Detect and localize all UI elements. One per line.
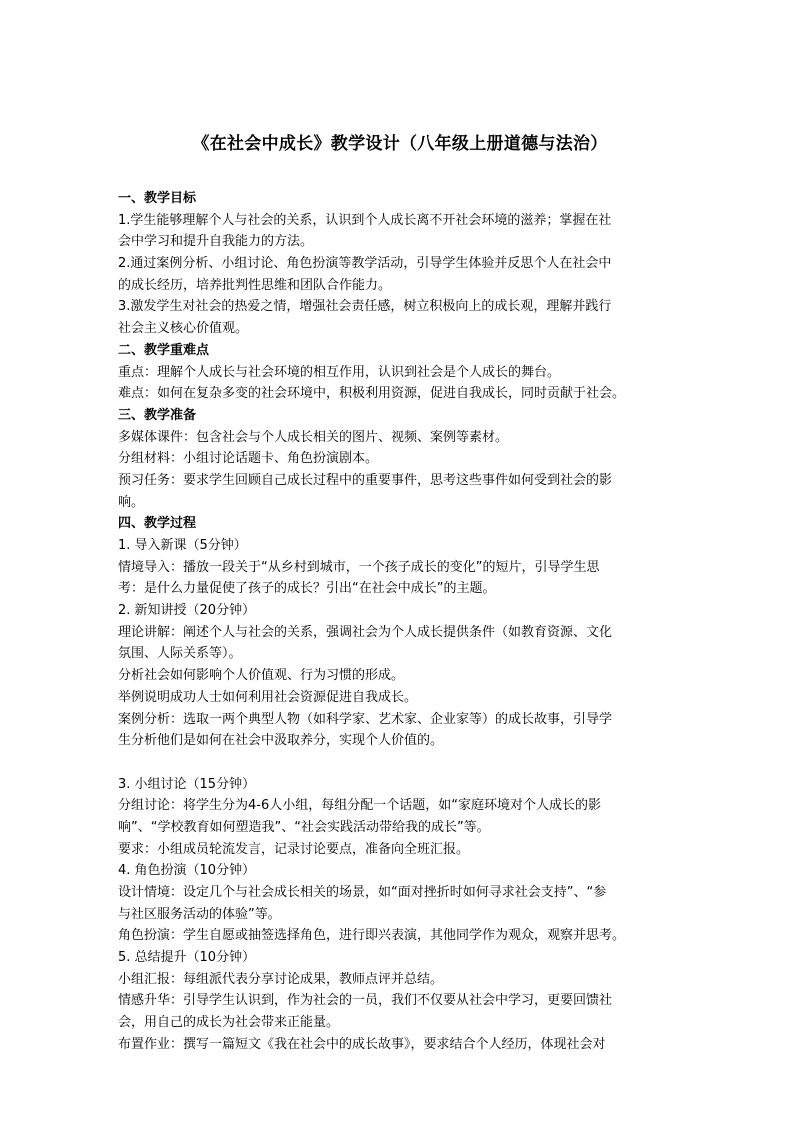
section-heading: 一、教学目标 (118, 191, 197, 206)
body-line: 1. 导入新课（5分钟） (118, 538, 247, 553)
body-line: 响”、“学校教育如何塑造我”、“社会实践活动带给我的成长”等。 (118, 819, 490, 835)
section-heading: 三、教学准备 (118, 407, 197, 423)
body-line: 案例分析：选取一两个典型人物（如科学家、艺术家、企业家等）的成长故事，引导学 (118, 711, 613, 727)
body-line: 理论讲解：阐述个人与社会的关系，强调社会为个人成长提供条件（如教育资源、文化 (118, 624, 613, 640)
body-line: 与社区服务活动的体验”等。 (118, 906, 281, 922)
body-line: 多媒体课件：包含社会与个人成长相关的图片、视频、案例等素材。 (118, 429, 509, 445)
document-body (118, 188, 683, 1056)
body-line: 会中学习和提升自我能力的方法。 (118, 234, 314, 250)
body-line: 情感升华：引导学生认识到，作为社会的一员，我们不仅要从社会中学习，更要回馈社 (118, 993, 613, 1009)
body-line: 角色扮演：学生自愿或抽签选择角色，进行即兴表演，其他同学作为观众，观察并思考。 (118, 928, 626, 944)
section-heading: 四、教学过程 (118, 516, 197, 532)
body-line: 分析社会如何影响个人价值观、行为习惯的形成。 (118, 668, 405, 684)
body-line: 分组材料：小组讨论话题卡、角色扮演剧本。 (118, 451, 379, 467)
body-line: 考：是什么力量促使了孩子的成长？引出“在社会中成长”的主题。 (118, 581, 496, 597)
body-line: 3. 小组讨论（15分钟） (118, 776, 256, 792)
body-line: 5. 总结提升（10分钟） (118, 950, 256, 966)
body-line: 会，用自己的成长为社会带来正能量。 (118, 1015, 340, 1031)
body-line: 要求：小组成员轮流发言，记录讨论要点，准备向全班汇报。 (118, 841, 470, 857)
blank-line (118, 752, 683, 774)
body-line: 预习任务：要求学生回顾自己成长过程中的重要事件，思考这些事件如何受到社会的影 (118, 472, 613, 488)
section-heading: 二、教学重难点 (118, 342, 210, 358)
body-line: 氛围、人际关系等）。 (118, 646, 242, 662)
body-line: 生分析他们是如何在社会中汲取养分，实现个人价值的。 (118, 733, 444, 749)
body-line: 难点：如何在复杂多变的社会环境中，积极利用资源，促进自我成长，同时贡献于社会。 (118, 386, 626, 402)
body-line: 设计情境：设定几个与社会成长相关的场景，如“面对挫折时如何寻求社会支持”、“参 (118, 885, 607, 900)
body-line: 4. 角色扮演（10分钟） (118, 863, 256, 879)
body-line: 的成长经历，培养批判性思维和团队合作能力。 (118, 277, 392, 293)
body-line: 社会主义核心价值观。 (118, 321, 249, 337)
document-title: 《在社会中成长》教学设计（八年级上册道德与法治） (192, 134, 608, 154)
body-line: 重点：理解个人成长与社会环境的相互作用，认识到社会是个人成长的舞台。 (118, 364, 561, 380)
body-line: 2.通过案例分析、小组讨论、角色扮演等教学活动，引导学生体验并反思个人在社会中 (118, 256, 612, 272)
body-line: 举例说明成功人士如何利用社会资源促进自我成长。 (118, 689, 418, 705)
body-line: 分组讨论：将学生分为4-6人小组，每组分配一个话题，如“家庭环境对个人成长的影 (118, 798, 601, 814)
body-line: 小组汇报：每组派代表分享讨论成果，教师点评并总结。 (118, 971, 444, 987)
body-line: 3.激发学生对社会的热爱之情，增强社会责任感，树立积极向上的成长观，理解并践行 (118, 299, 612, 315)
body-line: 布置作业：撰写一篇短文《我在社会中的成长故事》，要求结合个人经历，体现社会对 (118, 1036, 606, 1052)
body-line: 1.学生能够理解个人与社会的关系，认识到个人成长离不开社会环境的滋养；掌握在社 (118, 212, 612, 228)
body-line: 响。 (118, 494, 145, 510)
body-line: 2. 新知讲授（20分钟） (118, 603, 256, 619)
body-line: 情境导入：播放一段关于“从乡村到城市，一个孩子成长的变化”的短片，引导学生思 (118, 559, 600, 575)
